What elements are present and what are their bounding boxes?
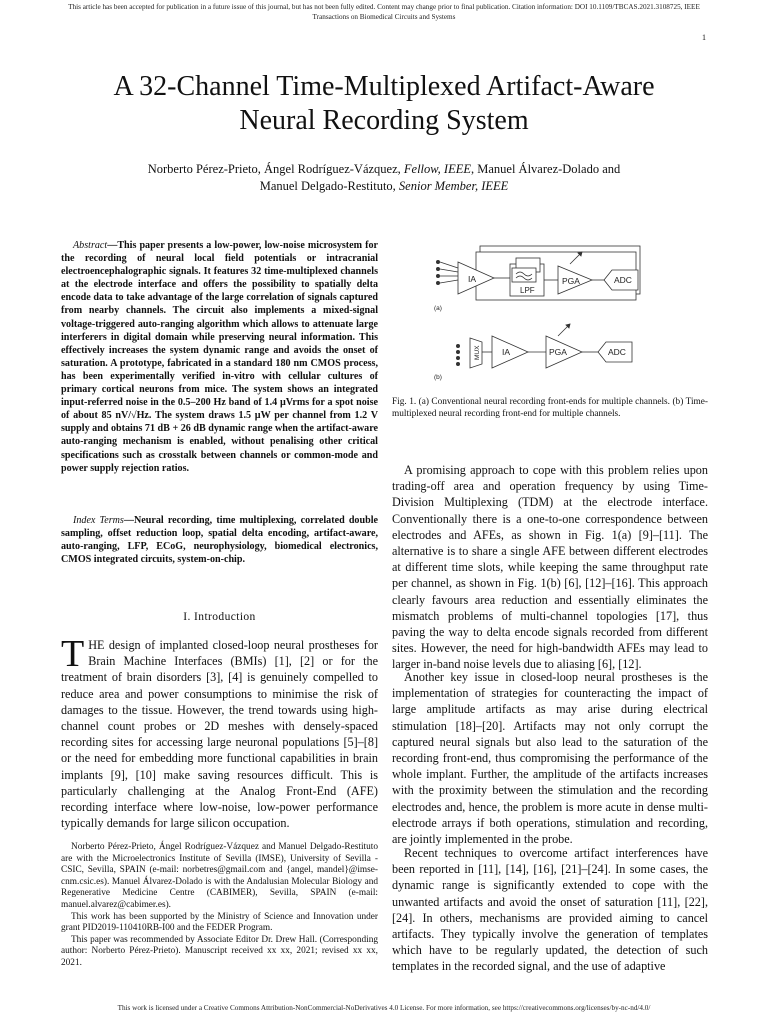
dropcap: T [61, 633, 85, 675]
figure-1-caption: Fig. 1. (a) Conventional neural recording front-ends for multiple channels. (b) Time-multiplexed neural recording front-end for multiple channels. [392, 397, 708, 419]
banner-line-1: This article has been accepted for publication in a future issue of this journal, but has not been fully edited. Content may change prior to final publication. Citation information: DOI 10.1109/TBCAS.2021.3108725, IEEE [68, 3, 700, 11]
input-wire [440, 262, 458, 268]
author-line-2 [60, 178, 708, 195]
index-terms-text: —Neural recording, time multiplexing, correlated double sampling, offset reduction loop, spatial delta encoding, artifact-aware, auto-ranging, LFP, ECoG, neurophysiology, biomedical electronics, CMOS integrated circuits, system-on-chip. [61, 515, 378, 566]
pga-label-b: PGA [549, 347, 567, 357]
banner-line-2: Transactions on Biomedical Circuits and Systems [312, 13, 456, 21]
abstract [61, 239, 378, 475]
author-line-1 [60, 161, 708, 178]
authors-senior: Senior Member, IEEE [398, 179, 509, 193]
input-wire [440, 269, 458, 272]
authors-part-1: Norberto Pérez-Prieto, Ángel Rodríguez-Vázquez, [147, 162, 404, 176]
section-heading: I. Introduction [183, 611, 256, 623]
mux-label: MUX [474, 345, 481, 360]
intro-paragraph [61, 633, 378, 831]
authors-part-3: Manuel Delgado-Restituto, [259, 179, 399, 193]
figure-label-a: (a) [434, 305, 442, 312]
pga-label-a: PGA [562, 276, 580, 286]
right-paragraph-1: A promising approach to cope with this problem relies upon trading-off area and operation frequency by using Time-Division Multiplexing (TDM) at the electrode interface. Conventionally there is a one-to-one correspondence between electrodes and AFEs, as shown in Fig. 1(a) [9]–[11]. The alternative is to share a single AFE between different electrodes at different time slots, while keeping the same throughput rate per channel, as shown in Fig. 1(b) [6], [12]–[16]. This approach clearly favours area reduction and essentially eliminates the mismatch problems of multi-channel topologies [17], thus paving the way to delta encode signals recorded from different sites. However, the need for high-bandwidth AFEs may lead to larger in-band noise levels due to aliasing [6], [12]. [392, 463, 708, 672]
figure-1-diagram [432, 238, 672, 388]
adc-label-b: ADC [608, 347, 626, 357]
electrode-dot [456, 362, 459, 365]
electrode-dot [436, 260, 439, 263]
abstract-text: —This paper presents a low-power, low-noise microsystem for the recording of neural local field potentials or intracranial electroencephalographic signals. It features 32 time-multiplexed channels at the electrode interface and offers the possibility to spatially delta encode data to take advantage of the large correlation of signals captured from nearby channels. The circuit also implements a mixed-signal voltage-triggered auto-ranging algorithm which allows to attenuate large interferers in digital domain while preserving neural information. This effectively increases the system dynamic range and avoids the onset of saturation. A prototype, fabricated in a standard 180 nm CMOS process, has been experimentally verified in-vitro with cellular cultures of primary cortical neurons from mice. The system shows an integrated input-referred noise in the 0.5–200 Hz band of 1.4 µVrms for a spot noise of about 85 nV/√Hz. The system draws 1.5 µW per channel from 1.2 V supply and obtains 71 dB + 26 dB dynamic range when the artifact-aware auto-ranging mechanism is enabled, without penalising other critical specifications such as crosstalk between channels or common-mode and power supply rejection ratios. [61, 240, 378, 474]
index-terms [61, 514, 378, 566]
adc-label-a: ADC [614, 275, 632, 285]
right-paragraph-3: Recent techniques to overcome artifact interferences have been reported in [11], [14], [16], [21]–[24]. In some cases, the dynamic range is significantly extended to cope with the unwanted artifacts and avoid the onset of saturation [11], [22], [24]. In others, mechanisms are provided aiming to cancel artifacts. They typically involve the generation of templates which have to be regularly updated, the detection of such templates in the recorded signal, and the use of adaptive [392, 846, 708, 974]
authors-part-2: , Manuel Álvarez-Dolado and [471, 162, 621, 176]
footnote-editor: This paper was recommended by Associate Editor Dr. Drew Hall. (Corresponding author: Norberto Pérez-Prieto). Manuscript received xx xx, 2021; revised xx xx, 2021. [61, 934, 378, 968]
lpf-label: LPF [520, 286, 535, 295]
figure-label-b: (b) [434, 374, 442, 381]
electrode-dot [436, 281, 439, 284]
electrode-dot [456, 356, 459, 359]
license-footer: This work is licensed under a Creative Commons Attribution-NonCommercial-NoDerivatives 4.0 License. For more information, see https://creativecommons.org/licenses/by-nc-nd/4.0/ [117, 1004, 651, 1012]
paper-title [40, 70, 728, 138]
electrode-dot [436, 274, 439, 277]
index-terms-lead: Index Terms [73, 515, 124, 526]
author-list [60, 161, 708, 195]
intro-text: HE design of implanted closed-loop neural prostheses for Brain Machine Interfaces (BMIs) [1], [2] or for the treatment of brain disorders [3], [4] is genuinely compelled to reduce area and power consumptions to minimise the risk of damages to the tissue. However, the trend towards using high-channel count probes or 2D meshes with densely-spaced recording sites for accessing large neuronal populations [5]–[8] or the need for embedding more functional capabilities in brain implants [9], [10] make saving resources difficult. This is particularly challenging at the Analog Front-End (AFE) recording interface where low-noise, low-power performance typically demands for large silicon occupation. [61, 638, 378, 831]
electrode-dot [456, 350, 459, 353]
lpf-filter-stage [512, 268, 536, 282]
figure-1 [432, 238, 672, 388]
electrode-dot [436, 267, 439, 270]
electrode-dot [456, 344, 459, 347]
footnote-funding: This work has been supported by the Ministry of Science and Innovation under grant PID2019-110410RB-I00 and the FEDER Program. [61, 911, 378, 934]
page-number: 1 [702, 33, 706, 42]
ia-label-b: IA [502, 347, 511, 357]
title-line-2: Neural Recording System [239, 105, 529, 136]
author-footnotes [61, 842, 378, 970]
publication-banner [20, 2, 748, 22]
abstract-lead: Abstract [73, 240, 108, 251]
ia-label-a: IA [468, 274, 477, 284]
input-wire [440, 280, 458, 283]
right-paragraph-2: Another key issue in closed-loop neural prostheses is the implementation of strategies for counteracting the impact of large amplitude artifacts as may arise during electrical stimulation [18]–[20]. Artifacts may not only corrupt the captured neural signals but also lead to the saturation of the recording front-end, thus compromising the performance of the whole implant. Further, the amplitude of the artifacts increases with the proximity between the stimulation and the recording electrodes and, hence, the problem is more acute in dense multi-electrode arrays if both operations, stimulation and recording, are jointly implemented in the probe. [392, 670, 708, 847]
title-line-1: A 32-Channel Time-Multiplexed Artifact-Aware [113, 71, 655, 102]
footnote-affiliations: Norberto Pérez-Prieto, Ángel Rodríguez-Vázquez and Manuel Delgado-Restituto are with the Microelectronics Institute of Sevilla (IMSE), University of Sevilla - CSIC, Sevilla, SPAIN (e-mail: norbetres@gmail.com and {angel, mandel}@imse-cnm.csic.es). Manuel Álvarez-Dolado is with the Andalusian Molecular Biology and Regenerative Medicine Centre (CABIMER), Sevilla, SPAIN (e-mail: manuel.alvarez@cabimer.es). [61, 842, 378, 910]
authors-fellow: Fellow, IEEE [403, 162, 471, 176]
